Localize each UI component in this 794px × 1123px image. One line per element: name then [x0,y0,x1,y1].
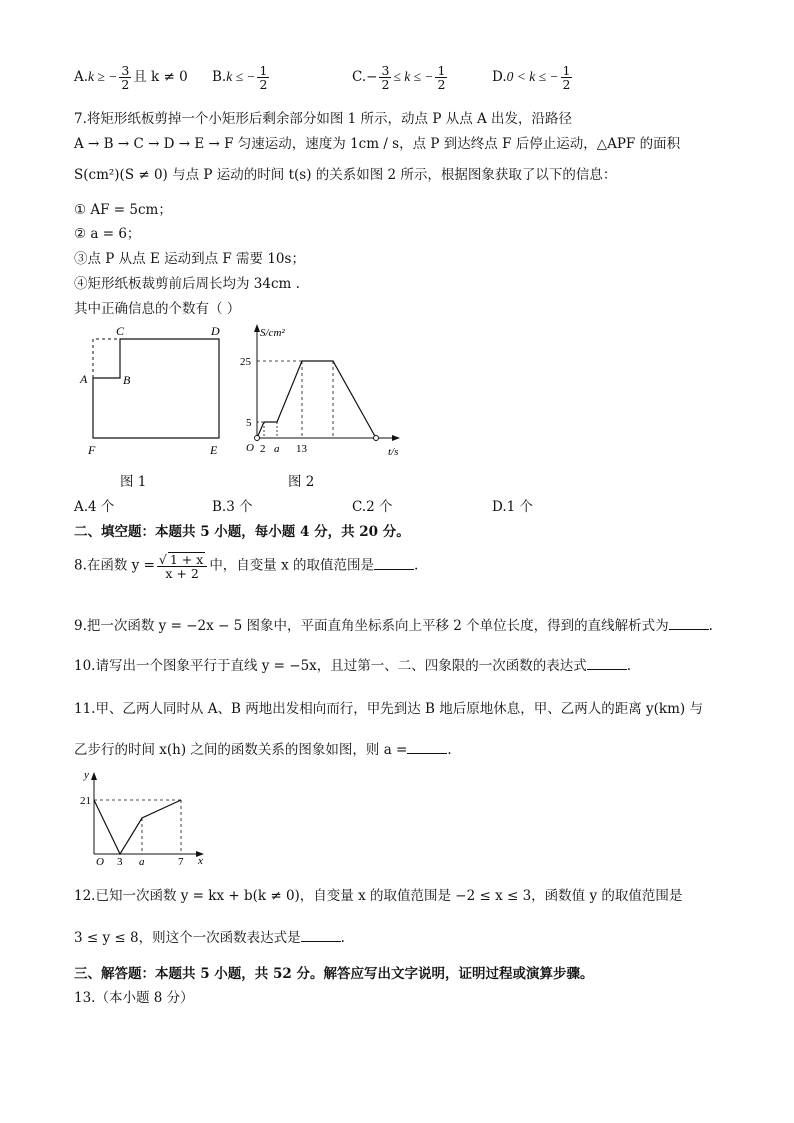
fig1-label-a: A [80,372,88,386]
q7-line1: 7.将矩形纸板剪掉一个小矩形后剩余部分如图 1 所示，动点 P 从点 A 出发，沿路径 [74,111,573,127]
q7-figure1 [74,322,234,462]
fig2-x-arrow [392,435,400,441]
q6-option-a-lead: k ≥ − [88,69,118,85]
q7-fig2-caption: 图 2 [288,474,315,490]
q11-label-y: y [84,769,89,781]
fig1-label-f: F [88,443,96,457]
q11-graph [74,768,214,868]
q11-graph-line [94,800,181,854]
q6-option-b-frac [257,64,269,91]
q8-lead: 8.在函数 y = [74,557,155,574]
q12-line2 [74,926,345,946]
q8-line [74,552,418,580]
q9-period: . [708,618,713,634]
q6-option-b [212,64,271,91]
q6-option-a [74,64,188,91]
fig2-xlabel: t/s [388,446,399,458]
q7-line3: S(cm²)(S ≠ 0) 与点 P 运动的时间 t(s) 的关系如图 2 所示，根据图象获取了以下的信息： [74,167,617,183]
q6-option-d-prefix: D. [492,69,507,86]
q8-denominator: x + 2 [165,566,199,582]
q6-option-c-frac1 [379,64,391,91]
q8-radicand: 1 + x [169,552,204,567]
q6-option-c-lead: − [366,69,378,86]
q7-fig1-caption: 图 1 [120,474,147,490]
q12-answer-blank[interactable] [301,929,341,942]
q7-option-a: A.4 个 [74,499,115,515]
q11-period: . [447,742,452,758]
q12-line2-text: 3 ≤ y ≤ 8，则这个一次函数表达式是 [74,930,301,946]
fig2-end-point [374,436,379,441]
fig2-graph-line [257,361,376,438]
q10-period: . [626,658,632,674]
q6-c-num2: 1 [437,63,446,78]
q11-tick-y21: 21 [80,795,91,807]
q10-answer-blank[interactable] [587,657,627,670]
q7-line2: A → B → C → D → E → F 匀速运动，速度为 1cm / s，点 P 到达终点 F 后停止运动，△APF 的面积 [74,136,681,152]
q7-figure2 [238,320,408,468]
q6-option-a-tail: 且 k ≠ 0 [133,69,188,86]
q6-a-num: 3 [121,63,130,78]
fig1-label-b: B [123,373,131,387]
fig2-tick-xa: a [274,443,280,455]
q8-frac [157,552,207,580]
q8-answer-blank[interactable] [374,557,414,570]
q6-b-num: 1 [259,63,268,78]
fig2-ylabel: S/cm² [260,327,285,339]
fig1-label-e: E [210,443,218,457]
q8-tail: 中，自变量 x 的取值范围是 [209,557,375,574]
q6-option-c-frac2 [435,64,447,91]
q11-line2-text: 乙步行的时间 x(h) 之间的函数关系的图象如图，则 a = [74,742,408,758]
q10-text: 10.请写出一个图象平行于直线 y = −5x，且过第一、二、四象限的一次函数的表达式 [74,658,587,674]
q11-label-origin: O [96,856,104,868]
q6-a-den: 2 [121,77,130,93]
q6-option-b-lead: k ≤ − [226,69,256,85]
section2-heading: 二、填空题：本题共 5 小题，每小题 4 分，共 20 分。 [74,524,410,540]
fig2-tick-y5: 5 [246,417,252,429]
fig1-cut-dashed [93,339,120,378]
q12-line1: 12.已知一次函数 y = kx + b(k ≠ 0)，自变量 x 的取值范围是 −2 ≤ x ≤ 3，函数值 y 的取值范围是 [74,888,683,904]
q8-numerator: √ 1 + x [157,552,207,567]
q6-option-d-lead: 0 < k ≤ − [506,69,559,85]
q9-answer-blank[interactable] [669,617,709,630]
q6-option-b-prefix: B. [212,69,227,86]
q9-line [74,614,713,634]
q6-option-d [492,64,574,91]
fig1-outline [93,339,219,438]
q6-option-d-frac [561,64,573,91]
q11-y-arrow [91,772,97,780]
q7-question: 其中正确信息的个数有（ ） [74,301,241,317]
q6-c-num1: 3 [381,63,390,78]
q12-period: . [340,930,345,946]
q7-option-b: B.3 个 [212,499,253,515]
q7-info1: ① AF = 5cm； [74,202,172,218]
fig2-tick-x2: 2 [260,443,266,455]
q10-line [74,654,631,674]
q6-d-den: 2 [562,77,571,93]
q7-info2: ② a = 6； [74,226,141,242]
q11-line1: 11.甲、乙两人同时从 A、B 两地出发相向而行，甲先到达 B 地后原地休息，甲、乙两人的距离 y(km) 与 [74,701,703,717]
q6-d-num: 1 [562,63,571,78]
q7-info4: ④矩形纸板裁剪前后周长均为 34cm . [74,276,300,292]
q7-info3: ③点 P 从点 E 运动到点 F 需要 10s； [74,251,305,267]
fig1-label-d: D [211,324,220,338]
fig2-origin-point [255,436,260,441]
section3-heading: 三、解答题：本题共 5 小题，共 52 分。解答应写出文字说明，证明过程或演算步骤。 [74,966,594,982]
q6-c-den1: 2 [381,77,390,93]
q6-option-c-prefix: C. [352,69,367,86]
q11-label-x: x [198,855,203,867]
fig2-tick-x13: 13 [296,443,307,455]
q6-option-c-mid: ≤ k ≤ − [393,69,434,85]
q13-heading: 13.（本小题 8 分） [74,990,194,1006]
q7-option-d: D.1 个 [492,499,534,515]
q6-c-den2: 2 [437,77,446,93]
q9-text: 9.把一次函数 y = −2x − 5 图象中，平面直角坐标系向上平移 2 个单位长度，得到的直线解析式为 [74,618,669,634]
fig2-tick-y25: 25 [240,356,251,368]
q11-tick-xa: a [139,856,145,868]
fig2-origin-label: O [246,442,254,454]
q11-tick-x7: 7 [178,856,184,868]
q6-b-den: 2 [259,77,268,93]
q8-period: . [414,557,419,574]
q7-option-c: C.2 个 [352,499,393,515]
q6-option-a-frac [119,64,131,91]
q6-option-c [352,64,449,91]
fig1-label-c: C [116,324,125,338]
q6-option-a-prefix: A. [74,69,89,86]
q11-tick-x3: 3 [117,856,123,868]
q11-line2 [74,738,452,758]
q11-answer-blank[interactable] [407,741,447,754]
